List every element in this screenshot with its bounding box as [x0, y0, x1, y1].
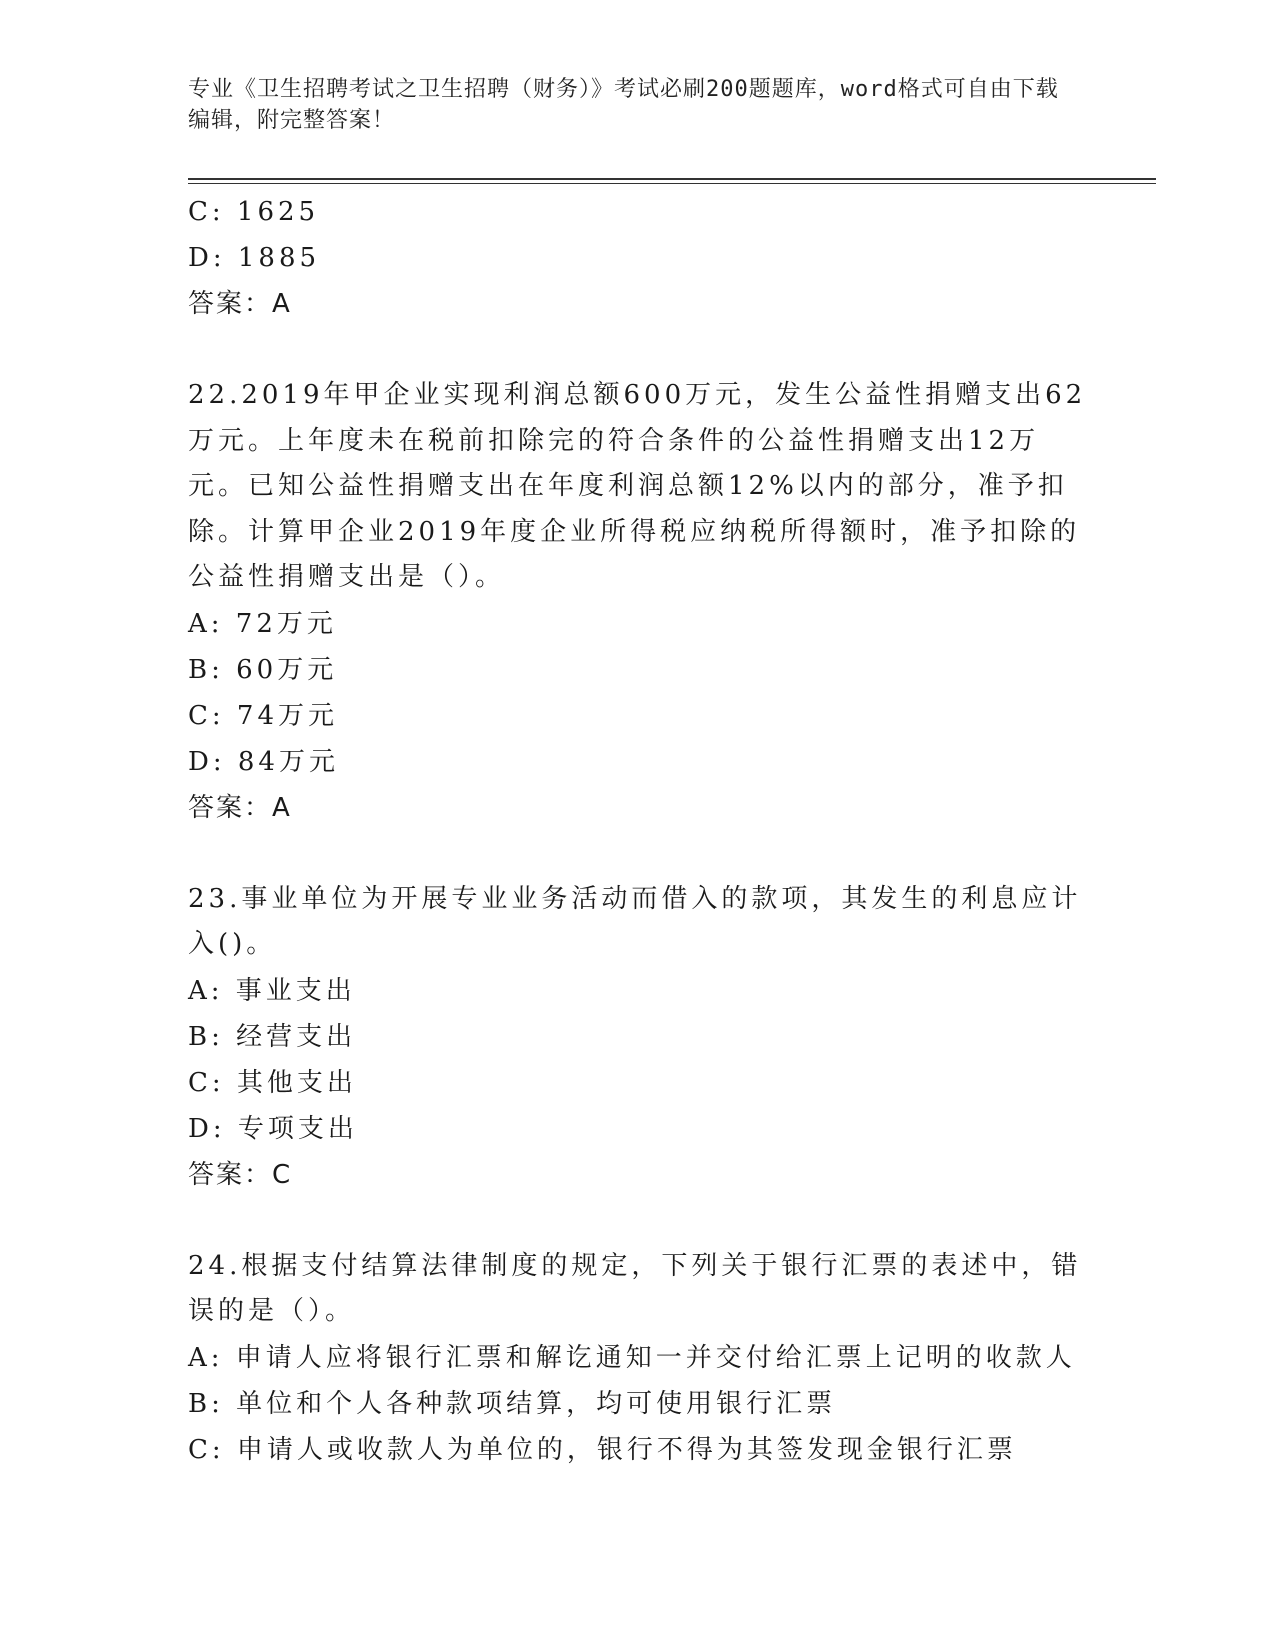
option-a: A: 事业支出 — [188, 975, 356, 1006]
option-a: A: 申请人应将银行汇票和解讫通知一并交付给汇票上记明的收款人 — [188, 1342, 1076, 1373]
option-c: C: 申请人或收款人为单位的，银行不得为其签发现金银行汇票 — [188, 1434, 1017, 1465]
option-b: B: 60万元 — [188, 654, 338, 685]
option-b: B: 经营支出 — [188, 1021, 357, 1052]
answer-line: 答案：A — [188, 289, 292, 319]
option-c: C: 74万元 — [188, 700, 339, 731]
header-rule-thin — [188, 183, 1156, 184]
answer-line: 答案：A — [188, 792, 292, 823]
option-d: D: 84万元 — [188, 746, 339, 777]
option-d: D: 专项支出 — [188, 1113, 358, 1144]
option-d: D: 1885 — [188, 243, 321, 273]
spacer — [188, 327, 1088, 373]
option-a: A: 72万元 — [188, 608, 337, 639]
question-content — [188, 189, 1088, 1473]
question-24 — [188, 1244, 1088, 1473]
question-stem: 23.事业单位为开展专业业务活动而借入的款项，其发生的利息应计入()。 — [188, 883, 1082, 959]
option-c: C: 1625 — [188, 197, 320, 227]
document-header: 专业《卫生招聘考试之卫生招聘（财务）》考试必刷200题题库，word格式可自由下载编辑，附完整答案！ — [188, 77, 1059, 133]
option-c: C: 其他支出 — [188, 1067, 357, 1098]
previous-question-tail — [188, 189, 1088, 327]
question-stem: 22.2019年甲企业实现利润总额600万元，发生公益性捐赠支出62万元。上年度未在税前扣除完的符合条件的公益性捐赠支出12万元。已知公益性捐赠支出在年度利润总额12%以内的部分，准予扣除。计算甲企业2019年度企业所得税应纳税所得额时，准予扣除的公益性捐赠支出是（）。 — [188, 380, 1087, 592]
spacer — [188, 1198, 1088, 1244]
header-rule-thick — [188, 178, 1156, 180]
question-stem: 24.根据支付结算法律制度的规定，下列关于银行汇票的表述中，错误的是（）。 — [188, 1250, 1082, 1326]
option-b: B: 单位和个人各种款项结算，均可使用银行汇票 — [188, 1388, 837, 1419]
spacer — [188, 831, 1088, 877]
question-22 — [188, 373, 1088, 831]
answer-line: 答案：C — [188, 1159, 293, 1190]
question-23 — [188, 877, 1088, 1198]
